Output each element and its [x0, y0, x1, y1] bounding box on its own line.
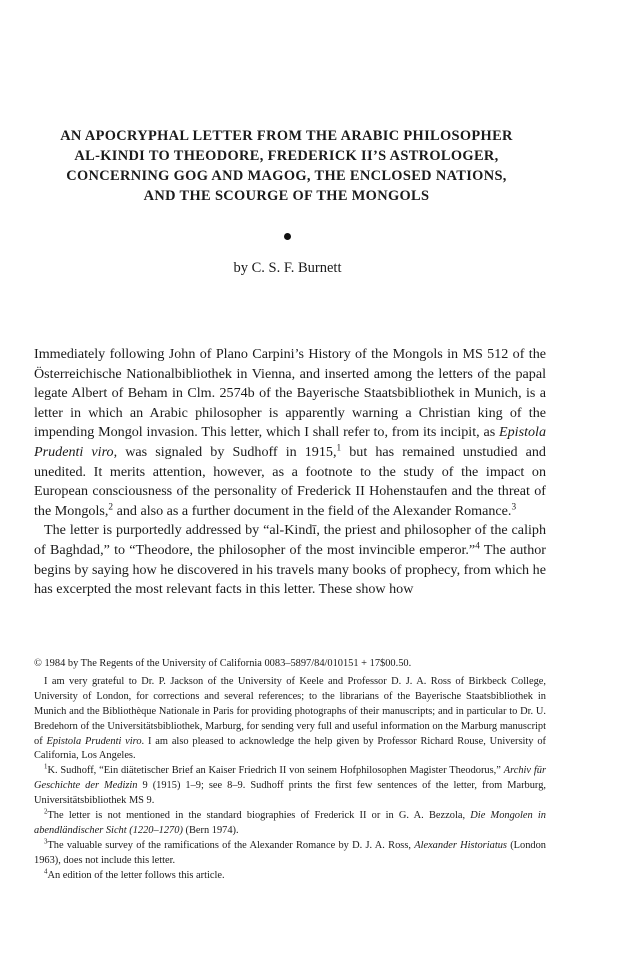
title-line: CONCERNING GOG AND MAGOG, THE ENCLOSED NATIONS, — [66, 168, 507, 184]
footnote-number: 3 — [44, 838, 48, 846]
text-run: 9 (1915) 1–9; see 8–9. Sudhoff prints the first few sentences of the letter, from Marburg, Universitätsbibliothek MS 9. — [34, 780, 546, 807]
italic-title: Epistola Prudenti viro — [34, 424, 546, 460]
footnote-ref[interactable]: 3 — [511, 502, 517, 513]
text-run: An edition of the letter follows this article. — [47, 869, 225, 881]
footnote-ref[interactable]: 4 — [475, 541, 480, 552]
text-run: and also as a further document in the field of the Alexander Romance. — [113, 502, 512, 519]
article-body — [34, 345, 546, 600]
footnote-3 — [34, 839, 546, 869]
footnote-ref[interactable]: 2 — [108, 502, 114, 513]
text-run: but has remained unstudied and unedited. It merits attention, however, as a footnote to the study of the impact on European consciousness of the personality of Frederick II Hohenstaufen and the threat of the Mongols, — [34, 443, 546, 519]
text-run: The letter is not mentioned in the standard biographies of Frederick II or in G. A. Bezzola, — [47, 810, 471, 822]
author-byline: by C. S. F. Burnett — [233, 260, 342, 276]
italic-title: Alexander Historiatus — [414, 839, 507, 851]
footnote-number: 2 — [44, 808, 48, 816]
acknowledgment-note — [34, 675, 546, 764]
title-line: AL-KINDI TO THEODORE, FREDERICK II’S ASTROLOGER, — [74, 148, 499, 164]
title-line: AND THE SCOURGE OF THE MONGOLS — [143, 188, 430, 204]
body-paragraph — [34, 345, 546, 521]
text-run: I am very grateful to Dr. P. Jackson of the University of Keele and Professor D. J. A. Ross of Birkbeck College, University of London, for corrections and several references; to the librarians of the Bayerische Staatsbibliothek in Munich and the Bibliothèque Nationale in Paris for providing photographs of their manuscripts; and in particular to Dr. U. Bredehorn of the Universitätsbibliothek, Marburg, for sending very full and useful information on the Marburg manuscript of — [34, 675, 546, 747]
footnote-number: 1 — [44, 763, 48, 771]
article-title — [24, 126, 549, 206]
footnotes-section — [34, 657, 546, 884]
footnote-1 — [34, 764, 546, 809]
text-run: The letter is purportedly addressed by “al-Kindī, the priest and philosopher of the caliph of Baghdad,” to “Theodore, the philosopher of the most invincible emperor.” — [34, 522, 546, 558]
body-paragraph — [34, 521, 546, 599]
text-run: The author begins by saying how he discovered in his travels many books of prophecy, from which he has excerpted the most relevant facts in this letter. These show how — [34, 541, 546, 598]
footnote-number: 4 — [44, 868, 48, 876]
title-line: AN APOCRYPHAL LETTER FROM THE ARABIC PHILOSOPHER — [60, 128, 513, 144]
text-run: (Bern 1974). — [182, 824, 239, 836]
text-run: Immediately following John of Plano Carpini’s History of the Mongols in MS 512 of the Österreichische Nationalbibliothek in Vienna, and inserted among the letters of the papal legate Albert of Beham in Clm. 2574b of the Bayerische Staatsbibliothek in Munich, is a letter in which an Arabic philosopher is apparently warning a Christian king of the impending Mongol invasion. This letter, which I shall refer to, from its incipit, as — [34, 346, 546, 441]
ornament-bullet-icon — [284, 233, 291, 240]
text-run: (London 1963), does not include this letter. — [34, 839, 546, 866]
footnote-2 — [34, 809, 546, 839]
footnote-ref[interactable]: 1 — [336, 443, 342, 454]
italic-title: Archiv für Geschichte der Medizin — [34, 765, 546, 792]
text-run: , was signaled by Sudhoff in 1915, — [113, 443, 337, 460]
text-run: The valuable survey of the ramifications of the Alexander Romance by D. J. A. Ross, — [47, 839, 415, 851]
text-run: K. Sudhoff, “Ein diätetischer Brief an Kaiser Friedrich II von seinem Hofphilosophen Magister Theodorus,” — [47, 765, 504, 777]
text-run: . I am also pleased to acknowledge the help given by Professor Richard Rouse, University of California, Los Angeles. — [34, 735, 546, 762]
footnote-4 — [34, 869, 546, 884]
italic-title: Die Mongolen in abendländischer Sicht (1220–1270) — [34, 810, 546, 836]
copyright-notice: © 1984 by The Regents of the University of California 0083–5897/84/010151 + 17$00.50. — [34, 658, 412, 669]
italic-title: Epistola Prudenti viro — [46, 735, 142, 747]
